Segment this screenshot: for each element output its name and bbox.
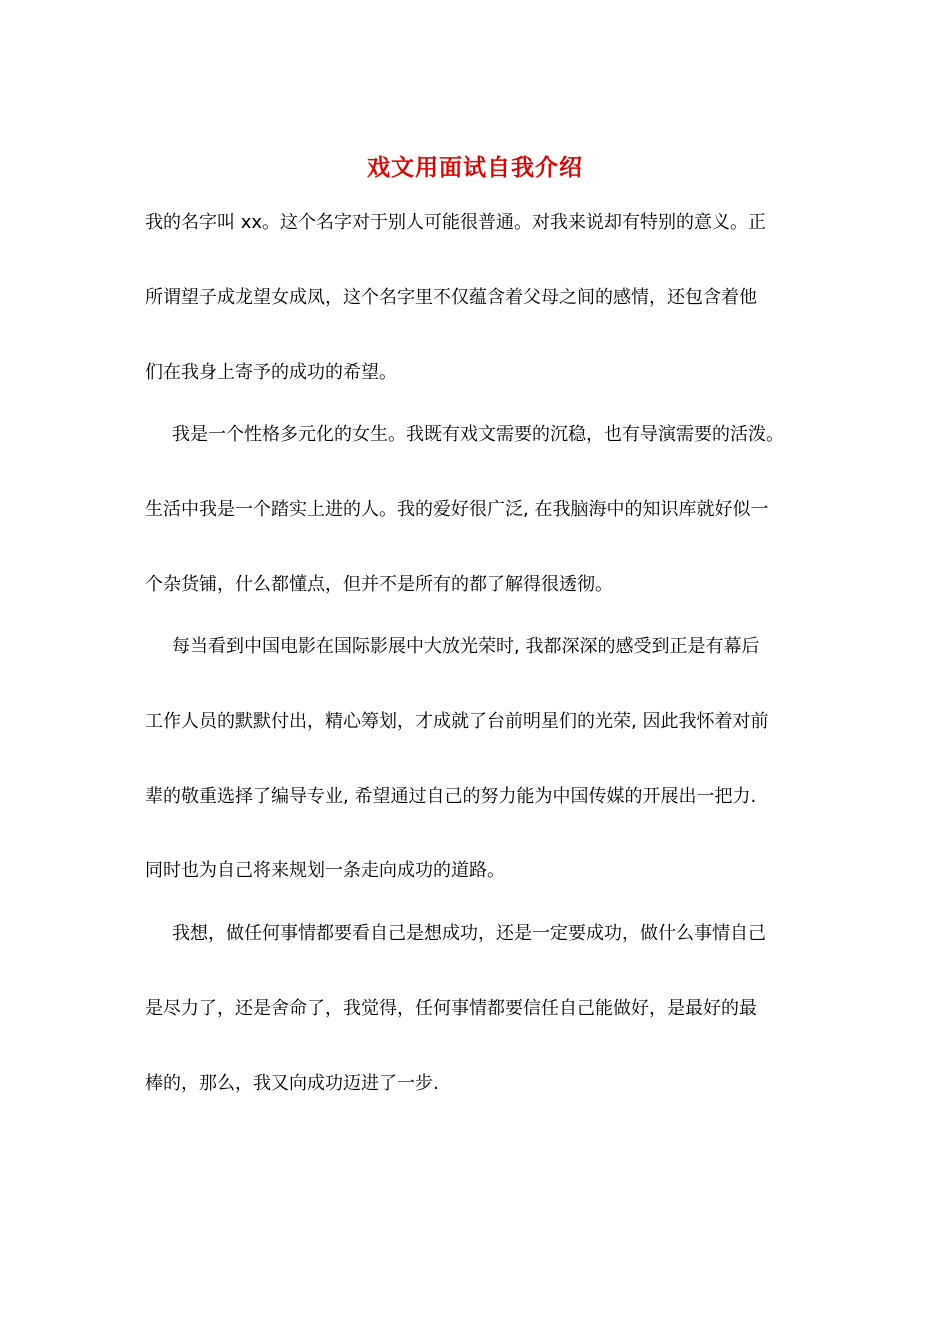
paragraph-line: 生活中我是一个踏实上进的人。我的爱好很广泛, 在我脑海中的知识库就好似一 [145, 499, 769, 520]
paragraph-line: 个杂货铺，什么都懂点，但并不是所有的都了解得很透彻。 [145, 574, 613, 595]
paragraph-line: 是尽力了，还是舍命了，我觉得，任何事情都要信任自己能做好，是最好的最 [145, 998, 757, 1019]
paragraph-line: 我想，做任何事情都要看自己是想成功，还是一定要成功，做什么事情自己 [172, 923, 766, 944]
paragraph-line: 辈的敬重选择了编导专业, 希望通过自己的努力能为中国传媒的开展出一把力. [145, 786, 757, 807]
paragraph-line: 们在我身上寄予的成功的希望。 [145, 362, 397, 383]
document-title: 戏文用面试自我介绍 [367, 154, 583, 181]
paragraph-line: 每当看到中国电影在国际影展中大放光荣时, 我都深深的感受到正是有幕后 [172, 636, 760, 657]
paragraph-line: 我是一个性格多元化的女生。我既有戏文需要的沉稳，也有导演需要的活泼。 [172, 424, 784, 445]
paragraph-line: 棒的，那么，我又向成功迈进了一步. [145, 1073, 439, 1094]
paragraph-line: 所谓望子成龙望女成凤，这个名字里不仅蕴含着父母之间的感情，还包含着他 [145, 287, 757, 308]
paragraph-line: 我的名字叫 xx。这个名字对于别人可能很普通。对我来说却有特别的意义。正 [145, 212, 767, 233]
paragraph-line: 同时也为自己将来规划一条走向成功的道路。 [145, 860, 505, 881]
paragraph-line: 工作人员的默默付出，精心筹划，才成就了台前明星们的光荣, 因此我怀着对前 [145, 711, 769, 732]
